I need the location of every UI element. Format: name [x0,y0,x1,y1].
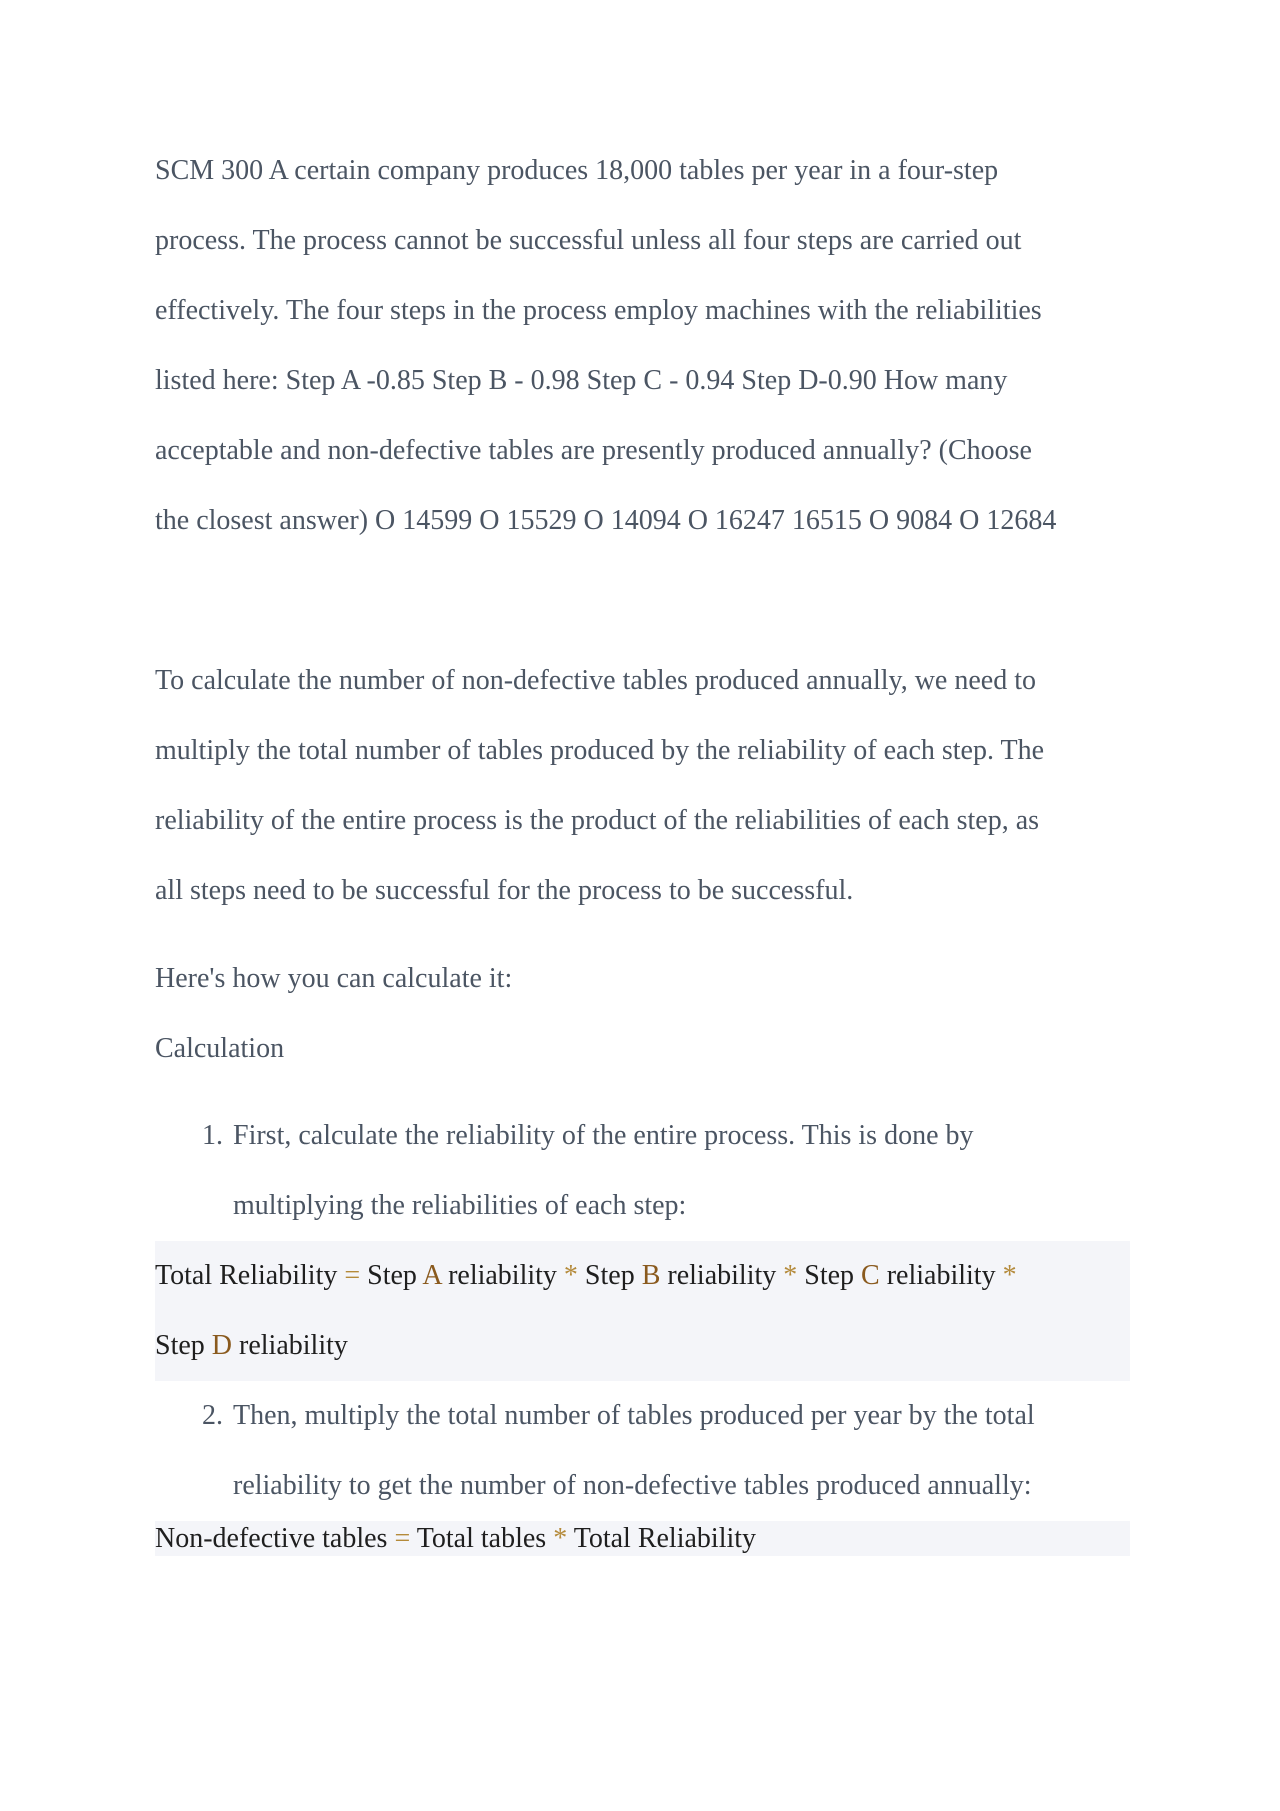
formula-step-letter: D [211,1330,233,1361]
formula-text: Step [577,1260,642,1291]
formula-text: Total Reliability [567,1523,757,1554]
step-2-text [233,1381,1130,1521]
formula-text: Total tables [410,1523,554,1554]
formula-operator: = [394,1523,411,1554]
formula-text: Step [155,1330,212,1361]
total-reliability-formula [155,1241,1130,1381]
formula-text: Total Reliability [155,1260,345,1291]
formula-text: Non-defective tables [155,1523,395,1554]
formula-operator: * [553,1523,568,1554]
formula-text: reliability [879,1260,1003,1291]
question-line: SCM 300 A certain company produces 18,000 tables per year in a four-step [155,155,999,186]
intro-line: all steps need to be successful for the process to be successful. [155,875,854,906]
formula-operator: * [783,1260,798,1291]
question-line: the closest answer) O 14599 O 15529 O 14094 O 16247 16515 O 9084 O 12684 [155,505,1057,536]
step-2-line: Then, multiply the total number of tables produced per year by the total [233,1400,1035,1431]
intro-line: multiply the total number of tables produced by the reliability of each step. The [155,735,1045,766]
formula-line [155,1311,1130,1381]
non-defective-formula [155,1521,1130,1556]
formula-operator: * [563,1260,578,1291]
how-to-text: Here's how you can calculate it: [155,963,513,994]
formula-operator: * [1002,1260,1017,1291]
intro-line: To calculate the number of non-defective tables produced annually, we need to [155,665,1036,696]
question-line: effectively. The four steps in the process employ machines with the reliabilities [155,295,1042,326]
step-1-number: 1. [202,1120,223,1151]
answer-text [155,646,1130,926]
document-page [155,136,1130,1556]
step-1-line: multiplying the reliabilities of each step: [233,1190,687,1221]
intro-line: reliability of the entire process is the product of the reliabilities of each step, as [155,805,1040,836]
formula-step-letter: C [861,1260,880,1291]
question-line: acceptable and non-defective tables are presently produced annually? (Choose [155,435,1032,466]
question-line: process. The process cannot be successful unless all four steps are carried out [155,225,1022,256]
formula-step-letter: B [641,1260,661,1291]
formula-line [155,1521,1130,1556]
step-1-item [155,1101,1130,1241]
step-1-line: First, calculate the reliability of the entire process. This is done by [233,1120,974,1151]
formula-text: reliability [660,1260,784,1291]
question-text [155,136,1130,556]
step-2-number: 2. [202,1400,223,1431]
step-2-item [155,1381,1130,1521]
formula-operator: = [344,1260,361,1291]
formula-text: reliability [441,1260,564,1291]
formula-text: Step [797,1260,862,1291]
calculation-heading: Calculation [155,1033,285,1064]
formula-line [155,1241,1130,1311]
formula-text: reliability [232,1330,348,1361]
formula-text: Step [360,1260,423,1291]
step-2-line: reliability to get the number of non-defective tables produced annually: [233,1470,1032,1501]
formula-step-letter: A [422,1260,442,1291]
question-line: listed here: Step A -0.85 Step B - 0.98 Step C - 0.94 Step D-0.90 How many [155,365,1008,396]
step-1-text [233,1101,1130,1241]
